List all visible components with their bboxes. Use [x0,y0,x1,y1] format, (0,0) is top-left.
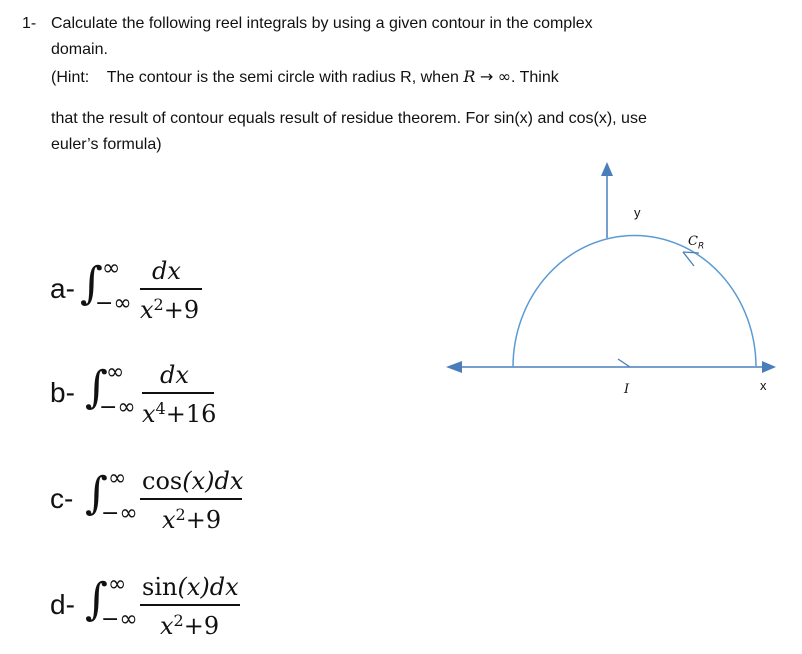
integral-d-den-exp: 2 [173,611,184,630]
problem-number: 1- [22,15,37,32]
x-axis-arrow-left [446,361,462,373]
integral-a-label: a- [50,273,75,304]
integral-b-upper: ∞ [106,360,125,385]
integral-c-sign: ∫ [85,468,108,519]
arc-label-main: C [688,234,698,249]
problem-line-2: domain. [51,41,108,58]
integral-b-lower: −∞ [99,395,136,420]
integral-b-sign: ∫ [85,362,108,413]
integral-a-sign: ∫ [80,258,103,309]
integral-b-label: b- [50,377,75,408]
integral-b-den-base: x [142,400,156,428]
integral-d-lower: −∞ [101,607,138,632]
semicircle-arc [513,235,756,367]
hint-end: . Think [511,69,559,86]
integral-c-den-rest: +9 [185,506,222,534]
problem-line-5: euler’s formula) [51,136,162,153]
segment-label: I [624,382,630,397]
integral-c-arg: (x)dx [182,467,244,495]
integral-b-den-exp: 4 [155,399,166,418]
integral-d-sign: ∫ [85,574,108,625]
integral-c-label: c- [50,483,74,514]
integral-c-fn: cos [142,467,183,495]
integral-a-numerator: dx [152,257,181,285]
integral-d-label: d- [50,589,75,620]
integral-c-lower: −∞ [101,501,138,526]
problem-line-4: that the result of contour equals result of residue theorem. For sin(x) and cos(x), use [51,110,647,127]
hint-arrow: → [479,67,494,86]
integral-a-den-rest: +9 [163,296,200,324]
segment-direction-arrow [618,359,630,367]
integral-c-den-exp: 2 [175,505,186,524]
integral-d-arg: (x)dx [177,573,239,601]
hint-infinity: ∞ [497,67,512,86]
arc-label-sub: R [697,241,705,252]
integral-a-den-base: x [140,296,154,324]
integral-d-fn: sin [142,573,178,601]
x-axis-arrow-right [762,361,776,373]
hint-open: (Hint: [51,69,90,86]
integral-d-den-base: x [160,612,174,640]
integral-a-upper: ∞ [102,256,121,281]
integral-d-den-rest: +9 [183,612,220,640]
y-axis-label: y [634,205,641,220]
problem-line-1: Calculate the following reel integrals by using a given contour in the complex [51,15,593,32]
hint-math-r: R [463,67,476,86]
integral-b-numerator: dx [160,361,189,389]
integral-d-upper: ∞ [108,572,127,597]
y-axis-arrow-up [601,162,613,176]
arc-label [688,234,704,255]
integral-b-den-rest: +16 [165,400,217,428]
x-axis-label: x [760,378,767,393]
integral-a-den-exp: 2 [153,295,164,314]
integral-c-den-base: x [162,506,176,534]
integral-c-upper: ∞ [108,466,127,491]
hint-text: The contour is the semi circle with radius R, when [106,69,459,86]
integral-a-lower: −∞ [95,291,132,316]
